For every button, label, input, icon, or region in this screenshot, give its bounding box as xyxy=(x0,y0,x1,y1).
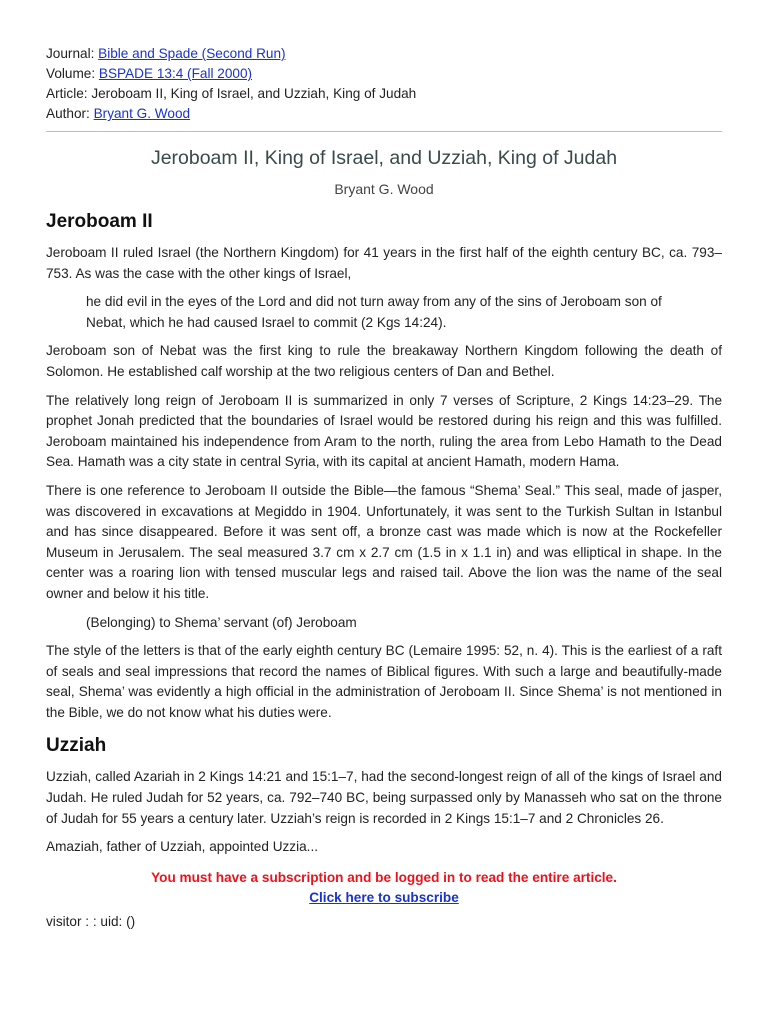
journal-link[interactable]: Bible and Spade (Second Run) xyxy=(98,46,286,61)
paragraph: Jeroboam son of Nebat was the first king to rule the breakaway Northern Kingdom following the death of Solomon. He established calf worship at the two religious centers of Dan and Bethel. xyxy=(46,343,722,379)
author-line xyxy=(46,104,722,124)
block-quote: he did evil in the eyes of the Lord and did not turn away from any of the sins of Jeroboam son of Nebat, which he had caused Israel to commit (2 Kgs 14:24). xyxy=(86,294,662,330)
section-heading-jeroboam: Jeroboam II xyxy=(46,211,153,232)
seal-inscription-quote: (Belonging) to Shema’ servant (of) Jeroboam xyxy=(86,614,357,630)
volume-label: Volume: xyxy=(46,66,99,81)
volume-link[interactable]: BSPADE 13:4 (Fall 2000) xyxy=(98,66,253,81)
paragraph: Uzziah, called Azariah in 2 Kings 14:21 and 15:1–7, had the second-longest reign of all of the kings of Israel and Judah. He ruled Judah for 52 years, ca. 792–740 BC, being surpassed only by Manasseh who sat on the throne of Judah for 55 years a century later. Uzziah’s reign is recorded in 2 Kings 15:1–7 and 2 Chronicles 26. xyxy=(46,769,722,826)
byline: Bryant G. Wood xyxy=(334,181,434,197)
header-divider xyxy=(46,131,722,132)
journal-line xyxy=(46,44,722,64)
paragraph: There is one reference to Jeroboam II outside the Bible—the famous “Shema’ Seal.” This seal, made of jasper, was discovered in excavations at Megiddo in 1904. Unfortunately, it was sent to the Turkish Sultan in Istanbul and has since disappeared. Before it was sent off, a bronze cast was made which is now at the Rockefeller Museum in Jerusalem. The seal measured 3.7 cm x 2.7 cm (1.5 in x 1.1 in) and was elliptical in shape. In the center was a roaring lion with tensed muscular legs and raised tail. Above the lion was the name of the seal owner and below it his title. xyxy=(46,482,722,601)
paragraph: The style of the letters is that of the early eighth century BC (Lemaire 1995: 52, n. 4). This is the earliest of a raft of seals and seal impressions that record the names of Biblical figures. With such a large and beautifully-made seal, Shema’ was evidently a high official in the administration of Jeroboam II. Since Shema’ is not mentioned in the Bible, we do not know what his duties were. xyxy=(46,643,722,720)
subscription-warning: You must have a subscription and be logged in to read the entire article. xyxy=(151,869,617,885)
journal-label: Journal: xyxy=(46,46,99,61)
section-heading-uzziah: Uzziah xyxy=(46,735,107,757)
author-link[interactable]: Bryant G. Wood xyxy=(93,106,191,121)
paragraph-truncated: Amaziah, father of Uzziah, appointed Uzzia... xyxy=(46,839,319,855)
visitor-info: visitor : : uid: () xyxy=(46,913,136,929)
subscribe-link[interactable]: Click here to subscribe xyxy=(309,889,459,905)
paragraph: Jeroboam II ruled Israel (the Northern Kingdom) for 41 years in the first half of the eighth century BC, ca. 793–753. As was the case with the other kings of Israel, xyxy=(46,245,722,281)
author-label: Author: xyxy=(46,106,94,121)
article-line: Article: Jeroboam II, King of Israel, and Uzziah, King of Judah xyxy=(46,86,417,101)
article-title: Jeroboam II, King of Israel, and Uzziah, King of Judah xyxy=(150,147,618,169)
paragraph: The relatively long reign of Jeroboam II is summarized in only 7 verses of Scripture, 2 Kings 14:23–29. The prophet Jonah predicted that the boundaries of Israel would be restored during his reign and this was fulfilled. Jeroboam maintained his independence from Aram to the north, ruling the area from Lebo Hamath to the Dead Sea. Hamath was a city state in central Syria, with its capital at ancient Hamath, modern Hama. xyxy=(46,392,722,470)
subscription-notice xyxy=(46,868,722,908)
volume-line xyxy=(46,64,722,84)
